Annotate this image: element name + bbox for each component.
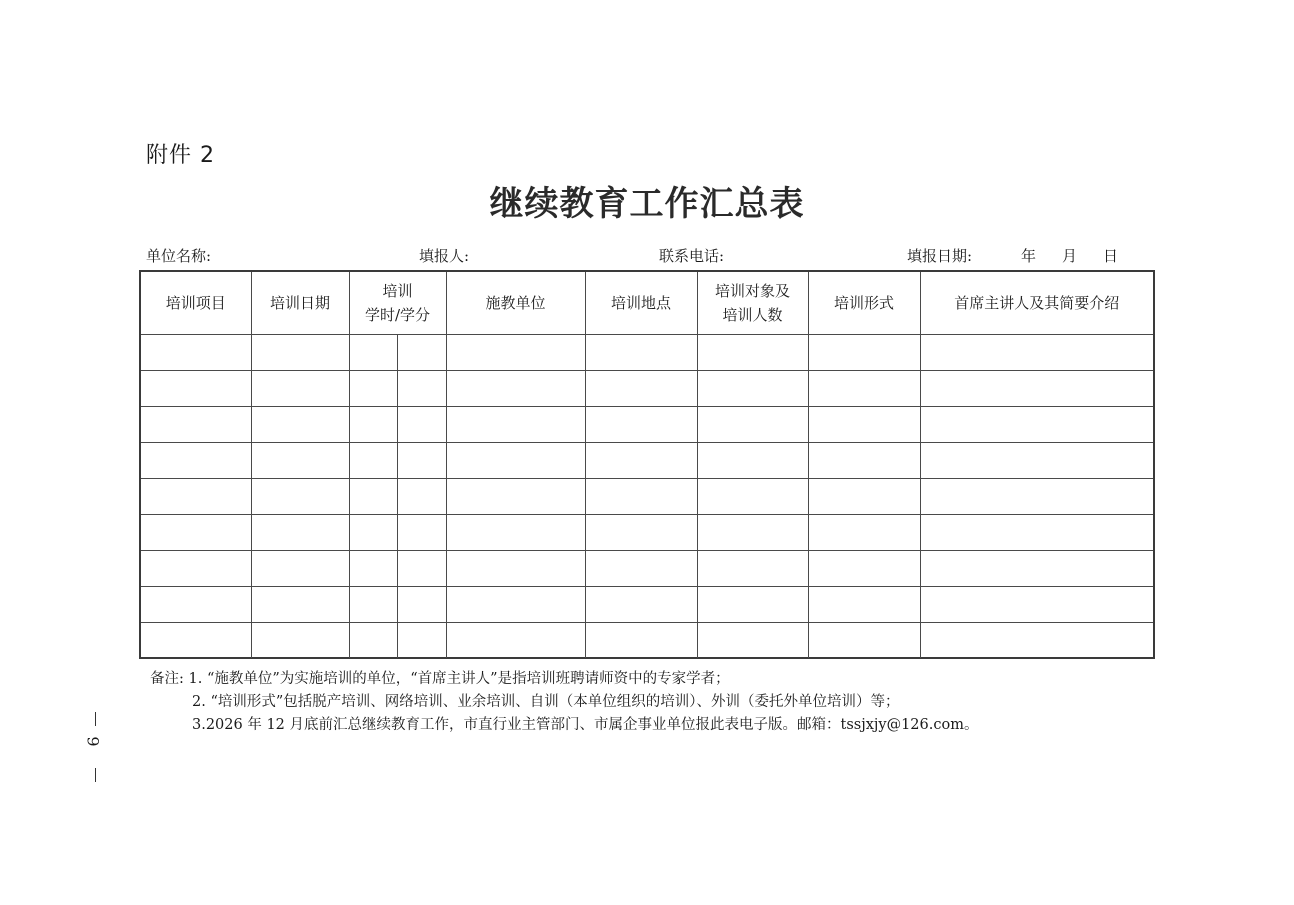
header-target xyxy=(697,272,808,334)
table-cell[interactable] xyxy=(808,622,920,658)
table-cell[interactable] xyxy=(585,370,697,406)
table-cell[interactable] xyxy=(808,514,920,550)
header-hours-line1: 培训 xyxy=(382,281,413,300)
table-cell[interactable] xyxy=(349,442,397,478)
table-cell[interactable] xyxy=(920,334,1153,370)
table-cell[interactable] xyxy=(697,442,808,478)
table-cell[interactable] xyxy=(697,514,808,550)
table-row xyxy=(141,370,1153,406)
table-cell[interactable] xyxy=(697,550,808,586)
table-cell[interactable] xyxy=(397,550,446,586)
header-target-line1: 培训对象及 xyxy=(714,281,790,300)
notes-block xyxy=(150,668,978,737)
table-cell[interactable] xyxy=(446,406,585,442)
table-cell[interactable] xyxy=(397,514,446,550)
table-cell[interactable] xyxy=(397,622,446,658)
table-cell[interactable] xyxy=(697,334,808,370)
table-cell[interactable] xyxy=(920,550,1153,586)
page-dash-top xyxy=(95,712,96,726)
table-cell[interactable] xyxy=(446,478,585,514)
table-cell[interactable] xyxy=(446,550,585,586)
table-cell[interactable] xyxy=(349,406,397,442)
table-cell[interactable] xyxy=(446,622,585,658)
table-cell[interactable] xyxy=(446,514,585,550)
summary-table-frame xyxy=(139,270,1155,659)
table-cell[interactable] xyxy=(446,442,585,478)
day-label: 日 xyxy=(1103,247,1119,265)
table-cell[interactable] xyxy=(141,514,251,550)
table-cell[interactable] xyxy=(397,442,446,478)
table-cell[interactable] xyxy=(920,622,1153,658)
table-cell[interactable] xyxy=(585,406,697,442)
table-cell[interactable] xyxy=(141,442,251,478)
header-hours-line2: 学时/学分 xyxy=(364,305,431,324)
note-line-3: 3.2026 年 12 月底前汇总继续教育工作，市直行业主管部门、市属企事业单位报此表电子版。邮箱：tssjxjy@126.com。 xyxy=(192,717,979,733)
table-cell[interactable] xyxy=(446,334,585,370)
table-cell[interactable] xyxy=(141,550,251,586)
table-cell[interactable] xyxy=(697,370,808,406)
header-teaching-unit: 施教单位 xyxy=(446,272,585,334)
page-number: 9 xyxy=(83,736,103,747)
month-label: 月 xyxy=(1062,247,1078,265)
note-line-2: 2. “培训形式”包括脱产培训、网络培训、业余培训、自训（本单位组织的培训）、外训（委托外单位培训）等； xyxy=(192,694,900,710)
table-row xyxy=(141,478,1153,514)
table-cell[interactable] xyxy=(585,622,697,658)
table-cell[interactable] xyxy=(397,334,446,370)
unit-name-label: 单位名称: xyxy=(146,247,212,265)
table-cell[interactable] xyxy=(251,586,349,622)
table-cell[interactable] xyxy=(808,406,920,442)
summary-table xyxy=(141,272,1153,658)
table-cell[interactable] xyxy=(585,478,697,514)
table-cell[interactable] xyxy=(349,586,397,622)
table-cell[interactable] xyxy=(141,586,251,622)
table-cell[interactable] xyxy=(808,550,920,586)
table-cell[interactable] xyxy=(397,478,446,514)
table-cell[interactable] xyxy=(920,406,1153,442)
table-row xyxy=(141,406,1153,442)
header-date: 培训日期 xyxy=(251,272,349,334)
year-label: 年 xyxy=(1021,247,1037,265)
table-header-row xyxy=(141,272,1153,334)
document-title: 继续教育工作汇总表 xyxy=(489,184,805,224)
phone-label: 联系电话: xyxy=(659,247,725,265)
table-cell[interactable] xyxy=(349,370,397,406)
table-cell[interactable] xyxy=(697,406,808,442)
table-cell[interactable] xyxy=(397,586,446,622)
table-cell[interactable] xyxy=(251,334,349,370)
table-cell[interactable] xyxy=(920,478,1153,514)
table-cell[interactable] xyxy=(349,622,397,658)
table-cell[interactable] xyxy=(349,334,397,370)
table-cell[interactable] xyxy=(697,622,808,658)
filler-label: 填报人: xyxy=(419,247,470,265)
table-cell[interactable] xyxy=(251,442,349,478)
table-cell[interactable] xyxy=(920,586,1153,622)
table-cell[interactable] xyxy=(251,478,349,514)
table-row xyxy=(141,442,1153,478)
header-project: 培训项目 xyxy=(141,272,251,334)
header-lecturer: 首席主讲人及其简要介绍 xyxy=(920,272,1153,334)
table-cell[interactable] xyxy=(141,622,251,658)
table-cell[interactable] xyxy=(808,370,920,406)
table-cell[interactable] xyxy=(251,622,349,658)
table-cell[interactable] xyxy=(141,478,251,514)
table-cell[interactable] xyxy=(446,370,585,406)
note-line-1: 备注: 1. “施教单位”为实施培训的单位，“首席主讲人”是指培训班聘请师资中的专家学者； xyxy=(150,671,730,687)
table-cell[interactable] xyxy=(349,514,397,550)
table-cell[interactable] xyxy=(585,514,697,550)
table-cell[interactable] xyxy=(585,334,697,370)
table-cell[interactable] xyxy=(585,550,697,586)
table-cell[interactable] xyxy=(251,550,349,586)
table-cell[interactable] xyxy=(251,406,349,442)
fill-date-label: 填报日期: xyxy=(907,247,973,265)
table-cell[interactable] xyxy=(808,478,920,514)
header-hours-credits xyxy=(349,272,446,334)
table-row xyxy=(141,334,1153,370)
table-cell[interactable] xyxy=(697,586,808,622)
table-cell[interactable] xyxy=(141,370,251,406)
table-cell[interactable] xyxy=(251,370,349,406)
table-cell[interactable] xyxy=(808,334,920,370)
header-location: 培训地点 xyxy=(585,272,697,334)
page-dash-bottom xyxy=(95,768,96,782)
header-target-line2: 培训人数 xyxy=(722,305,783,324)
table-cell[interactable] xyxy=(808,442,920,478)
table-row xyxy=(141,622,1153,658)
header-format: 培训形式 xyxy=(808,272,920,334)
table-cell[interactable] xyxy=(808,586,920,622)
table-row xyxy=(141,586,1153,622)
table-cell[interactable] xyxy=(697,478,808,514)
table-cell[interactable] xyxy=(349,478,397,514)
table-cell[interactable] xyxy=(349,550,397,586)
attachment-label: 附件 2 xyxy=(146,143,215,168)
table-cell[interactable] xyxy=(920,370,1153,406)
table-cell[interactable] xyxy=(251,514,349,550)
table-cell[interactable] xyxy=(141,406,251,442)
table-row xyxy=(141,514,1153,550)
table-cell[interactable] xyxy=(585,586,697,622)
table-cell[interactable] xyxy=(397,370,446,406)
page-number-marker xyxy=(83,712,106,782)
table-cell[interactable] xyxy=(920,514,1153,550)
table-cell[interactable] xyxy=(585,442,697,478)
table-cell[interactable] xyxy=(397,406,446,442)
table-cell[interactable] xyxy=(141,334,251,370)
table-row xyxy=(141,550,1153,586)
table-cell[interactable] xyxy=(920,442,1153,478)
table-cell[interactable] xyxy=(446,586,585,622)
